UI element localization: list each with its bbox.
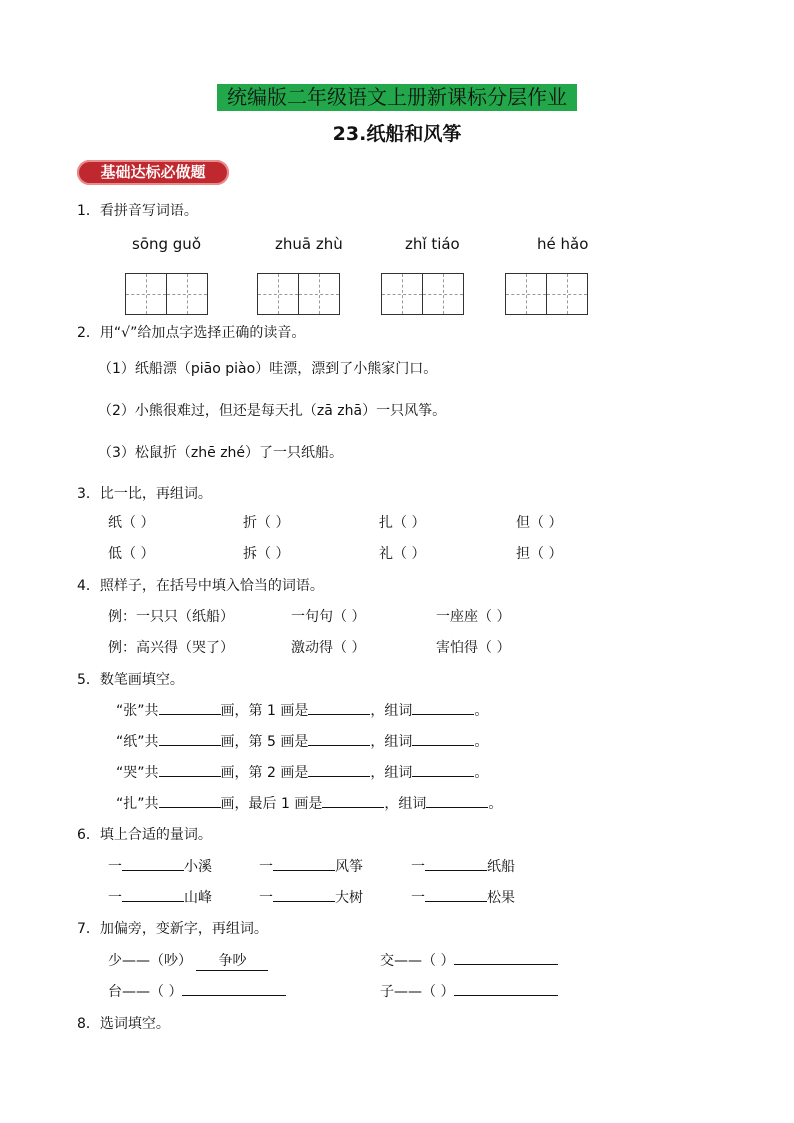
q6-item: [108, 856, 212, 876]
q3-row1-item: 纸（ ）: [108, 515, 155, 531]
q4-row2-item: 害怕得（ ）: [436, 640, 511, 656]
q6-item: [108, 887, 212, 907]
q7-item-text: 交——（ ）: [380, 953, 455, 969]
q7-example: [108, 950, 268, 971]
q5-text: 。: [488, 796, 503, 812]
q6-item: [411, 856, 515, 876]
answer-blank[interactable]: [159, 793, 221, 808]
answer-blank[interactable]: [122, 887, 184, 902]
q5-text: “哭”共: [116, 765, 159, 781]
q6-noun: 松果: [487, 890, 515, 906]
q3-row1-item: 扎（ ）: [379, 515, 426, 531]
q2-item-3: （3）松鼠折（zhē zhé）了一只纸船。: [98, 445, 344, 461]
q4-row1-example: 例：一只只（纸船）: [108, 609, 234, 625]
q7-item-text: 子——（ ）: [380, 984, 455, 1000]
q4-row2-item: 激动得（ ）: [291, 640, 366, 656]
answer-blank[interactable]: [426, 793, 488, 808]
q2-prompt: 2．用“√”给加点字选择正确的读音。: [77, 325, 306, 341]
q4-row2-example: 例：高兴得（哭了）: [108, 640, 234, 656]
q5-line: [116, 762, 488, 782]
q6-prefix: 一: [259, 859, 273, 875]
answer-blank[interactable]: [308, 731, 370, 746]
q5-text: 。: [474, 734, 489, 750]
q6-prefix: 一: [411, 859, 425, 875]
q1-pinyin-3: zhǐ tiáo: [405, 235, 460, 253]
q3-prompt: 3．比一比，再组词。: [77, 486, 212, 502]
q1-pinyin-1: sōng guǒ: [132, 235, 201, 253]
writing-grid-1[interactable]: [125, 273, 208, 315]
section-tag: 基础达标必做题: [77, 160, 229, 185]
q3-row2-item: 低（ ）: [108, 546, 155, 562]
q7-item: [380, 981, 558, 1001]
q6-noun: 山峰: [184, 890, 212, 906]
answer-blank[interactable]: [308, 762, 370, 777]
q5-text: 画，第 1 画是: [220, 703, 309, 719]
q1-pinyin-2: zhuā zhù: [275, 235, 343, 253]
q5-text: “纸”共: [116, 734, 159, 750]
q5-text: 画，第 2 画是: [220, 765, 309, 781]
q7-prompt: 7．加偏旁，变新字，再组词。: [77, 921, 268, 937]
q2-item-2: （2）小熊很难过，但还是每天扎（zā zhā）一只风筝。: [98, 403, 447, 419]
answer-blank[interactable]: [412, 731, 474, 746]
answer-blank[interactable]: [454, 950, 558, 965]
q6-item: [259, 856, 363, 876]
q6-prefix: 一: [259, 890, 273, 906]
q5-line: [116, 700, 488, 720]
q6-noun: 风筝: [335, 859, 363, 875]
q6-prefix: 一: [411, 890, 425, 906]
q4-prompt: 4．照样子，在括号中填入恰当的词语。: [77, 578, 324, 594]
q5-text: ，组词: [384, 796, 427, 812]
page-title: 23.纸船和风筝: [332, 123, 462, 145]
q6-prefix: 一: [108, 890, 122, 906]
q5-text: 画，第 5 画是: [220, 734, 309, 750]
answer-blank[interactable]: [273, 856, 335, 871]
answer-blank[interactable]: [412, 762, 474, 777]
q6-prefix: 一: [108, 859, 122, 875]
writing-grid-2[interactable]: [257, 273, 340, 315]
q8-prompt: 8．选词填空。: [77, 1016, 170, 1032]
q4-row1-item: 一座座（ ）: [436, 609, 511, 625]
q3-row1-item: 但（ ）: [516, 515, 563, 531]
writing-grid-4[interactable]: [505, 273, 588, 315]
q5-text: ，组词: [370, 734, 413, 750]
q7-item-text: 台——（ ）: [108, 984, 183, 1000]
q7-example-left: 少——（吵）: [108, 953, 192, 969]
q2-item-1: （1）纸船漂（piāo piào）哇漂，漂到了小熊家门口。: [98, 361, 438, 377]
q7-item: [108, 981, 286, 1001]
answer-blank[interactable]: [122, 856, 184, 871]
q5-line: [116, 793, 502, 813]
q5-prompt: 5．数笔画填空。: [77, 672, 184, 688]
q6-item: [259, 887, 363, 907]
q3-row1-item: 折（ ）: [243, 515, 290, 531]
answer-blank[interactable]: [159, 762, 221, 777]
answer-blank[interactable]: [159, 731, 221, 746]
q5-text: “扎”共: [116, 796, 159, 812]
q5-text: “张”共: [116, 703, 159, 719]
series-banner: 统编版二年级语文上册新课标分层作业: [217, 84, 577, 111]
q6-noun: 小溪: [184, 859, 212, 875]
q3-row2-item: 担（ ）: [516, 546, 563, 562]
q5-text: ，组词: [370, 765, 413, 781]
q7-example-answer: 争吵: [196, 950, 268, 971]
q4-row1-item: 一句句（ ）: [291, 609, 366, 625]
answer-blank[interactable]: [425, 856, 487, 871]
answer-blank[interactable]: [159, 700, 221, 715]
answer-blank[interactable]: [454, 981, 558, 996]
answer-blank[interactable]: [425, 887, 487, 902]
q7-item: [380, 950, 558, 970]
q5-text: ，组词: [370, 703, 413, 719]
q5-line: [116, 731, 488, 751]
q6-item: [411, 887, 515, 907]
answer-blank[interactable]: [412, 700, 474, 715]
q5-text: 。: [474, 765, 489, 781]
answer-blank[interactable]: [182, 981, 286, 996]
q3-row2-item: 礼（ ）: [379, 546, 426, 562]
q5-text: 画，最后 1 画是: [220, 796, 323, 812]
q1-pinyin-4: hé hǎo: [537, 235, 589, 253]
q5-text: 。: [474, 703, 489, 719]
q6-noun: 大树: [335, 890, 363, 906]
q3-row2-item: 拆（ ）: [243, 546, 290, 562]
answer-blank[interactable]: [308, 700, 370, 715]
q6-noun: 纸船: [487, 859, 515, 875]
q6-prompt: 6．填上合适的量词。: [77, 827, 212, 843]
answer-blank[interactable]: [322, 793, 384, 808]
answer-blank[interactable]: [273, 887, 335, 902]
writing-grid-3[interactable]: [381, 273, 464, 315]
q1-prompt: 1．看拼音写词语。: [77, 203, 198, 219]
